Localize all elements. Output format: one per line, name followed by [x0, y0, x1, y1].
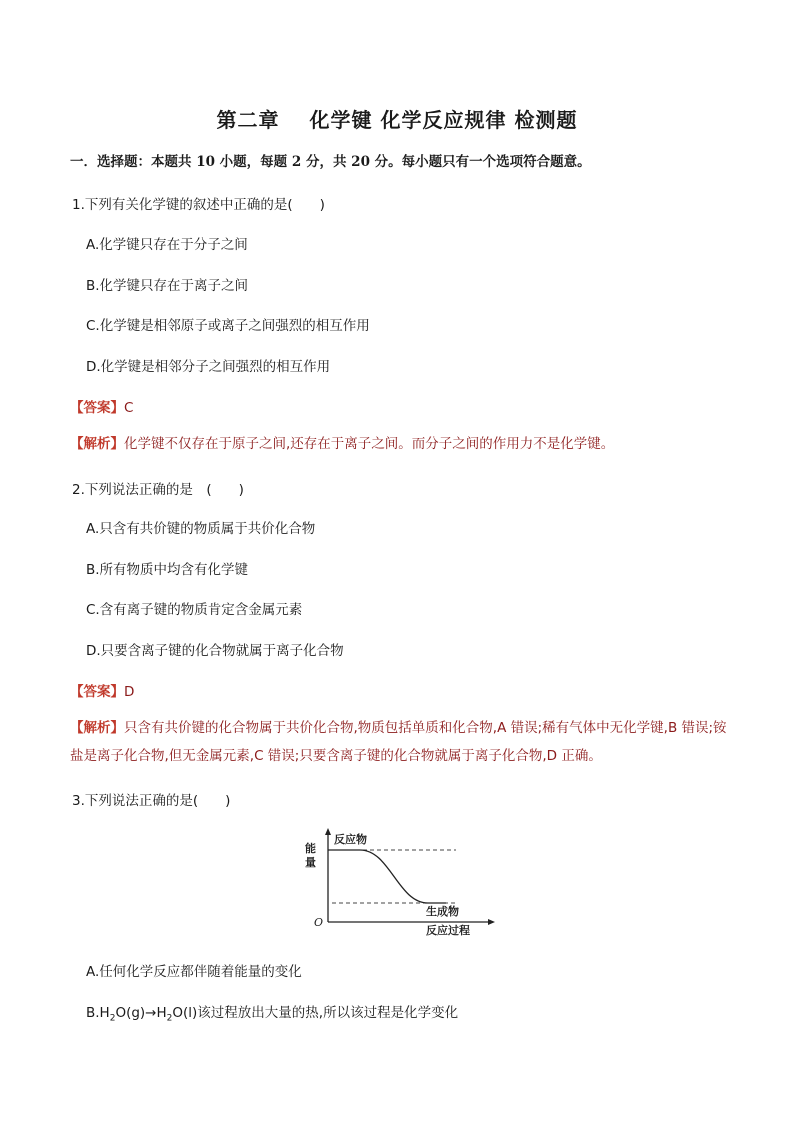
explanation-text: 化学键不仅存在于原子之间,还存在于离子之间。而分子之间的作用力不是化学键。 — [124, 436, 615, 452]
q1-option-c: C.化学键是相邻原子或离子之间强烈的相互作用 — [86, 318, 370, 334]
reactant-label: 反应物 — [334, 833, 367, 846]
x-axis-label: 反应过程 — [426, 924, 470, 937]
origin-label: O — [314, 916, 324, 929]
explanation-text: 只含有共价键的化合物属于共价化合物,物质包括单质和化合物,A 错误;稀有气体中无化学键,B 错误;铵盐是离子化合物,但无金属元素,C 错误;只要含离子键的化合物就属于离子化合物,D 正确。 — [70, 720, 727, 764]
answer-tag: 【答案】 — [70, 684, 124, 700]
q3-optb-mid: O(g)→H — [115, 1005, 167, 1021]
explanation-tag: 【解析】 — [70, 436, 124, 452]
q2-option-c: C.含有离子键的物质肯定含金属元素 — [86, 602, 303, 618]
q3-optb-sub1: 2 — [109, 1013, 116, 1024]
q3-option-a: A.任何化学反应都伴随着能量的变化 — [86, 964, 302, 980]
y-axis-arrow-icon — [325, 828, 331, 835]
question-1-stem: 1.下列有关化学键的叙述中正确的是( ) — [72, 197, 325, 213]
y-label-1: 能 — [305, 842, 316, 855]
energy-curve — [328, 850, 446, 903]
answer-value: C — [124, 400, 134, 416]
q2-explanation — [70, 714, 730, 770]
q1-explanation — [70, 430, 730, 458]
product-label: 生成物 — [426, 905, 459, 918]
q1-option-b: B.化学键只存在于离子之间 — [86, 278, 249, 294]
energy-diagram — [302, 826, 502, 938]
q2-option-d: D.只要含离子键的化合物就属于离子化合物 — [86, 643, 344, 659]
q1-option-d: D.化学键是相邻分子之间强烈的相互作用 — [86, 359, 331, 375]
question-2-stem: 2.下列说法正确的是 ( ) — [72, 482, 244, 498]
q3-optb-post: O(l)该过程放出大量的热,所以该过程是化学变化 — [172, 1005, 459, 1021]
q1-option-a: A.化学键只存在于分子之间 — [86, 237, 248, 253]
q3-optb-sub2: 2 — [166, 1013, 173, 1024]
x-axis-arrow-icon — [488, 919, 495, 925]
q2-option-a: A.只含有共价键的物质属于共价化合物 — [86, 521, 316, 537]
question-3-stem: 3.下列说法正确的是( ) — [72, 793, 231, 809]
answer-tag: 【答案】 — [70, 400, 124, 416]
explanation-tag: 【解析】 — [70, 720, 124, 736]
q3-optb-pre: B.H — [86, 1005, 110, 1021]
page-title — [0, 104, 794, 133]
title-text: 化学键 化学反应规律 检测题 — [309, 108, 578, 132]
q2-answer — [70, 680, 134, 700]
q3-option-b — [86, 1001, 458, 1024]
answer-value: D — [124, 684, 135, 700]
y-label-2: 量 — [305, 856, 316, 869]
title-chapter: 第二章 — [216, 108, 280, 132]
section-heading: 一．选择题：本题共 10 小题，每题 2 分，共 20 分。每小题只有一个选项符合题意。 — [70, 154, 591, 170]
q2-option-b: B.所有物质中均含有化学键 — [86, 562, 249, 578]
q1-answer — [70, 396, 133, 416]
